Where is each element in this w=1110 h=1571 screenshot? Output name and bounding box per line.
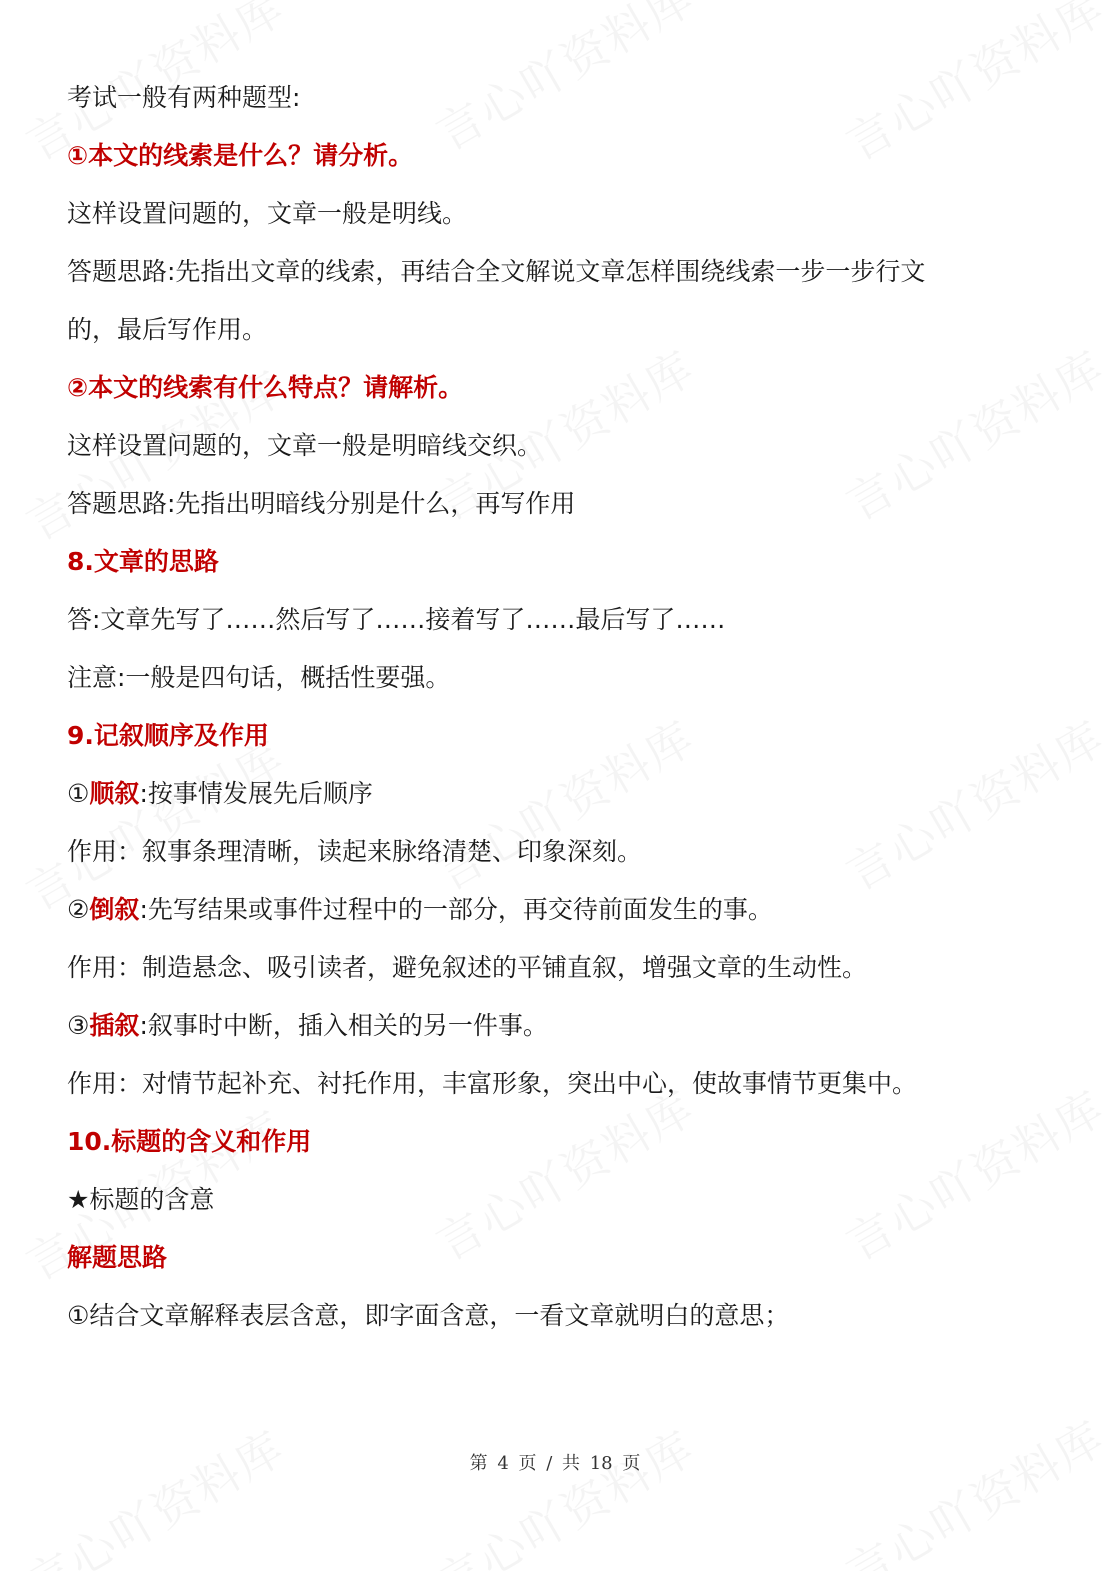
- paragraph: 考试一般有两种题型:: [67, 83, 301, 112]
- term: 插叙: [89, 1011, 140, 1040]
- document-body: [67, 78, 1057, 1354]
- page-number-footer: 第 4 页 / 共 18 页: [469, 1453, 641, 1474]
- question-heading: ②本文的线索有什么特点？请解析。: [67, 373, 464, 402]
- term: 倒叙: [89, 895, 140, 924]
- paragraph: 答:文章先写了……然后写了……接着写了……最后写了……: [67, 605, 726, 634]
- term: 顺叙: [89, 779, 140, 808]
- paragraph: 作用：对情节起补充、衬托作用，丰富形象，突出中心，使故事情节更集中。: [67, 1069, 918, 1098]
- list-marker: ③: [67, 1011, 90, 1040]
- paragraph: 这样设置问题的，文章一般是明暗线交织。: [67, 431, 543, 460]
- definition-line: [67, 1006, 1057, 1064]
- paragraph: 作用：叙事条理清晰，读起来脉络清楚、印象深刻。: [67, 837, 643, 866]
- paragraph: ①结合文章解释表层含意，即字面含意，一看文章就明白的意思；: [67, 1301, 790, 1330]
- list-marker: ②: [67, 895, 90, 924]
- paragraph: 作用：制造悬念、吸引读者，避免叙述的平铺直叙，增强文章的生动性。: [67, 953, 868, 982]
- paragraph: 答题思路:先指出明暗线分别是什么，再写作用: [67, 489, 576, 518]
- watermark: [833, 1402, 1110, 1571]
- question-heading: ①本文的线索是什么？请分析。: [67, 141, 414, 170]
- subheading: 解题思路: [67, 1243, 168, 1272]
- list-marker: ①: [67, 779, 90, 808]
- paragraph: ★标题的含意: [67, 1185, 215, 1214]
- definition-text: :按事情发展先后顺序: [139, 779, 373, 808]
- paragraph: 这样设置问题的，文章一般是明线。: [67, 199, 468, 228]
- section-heading: 8.文章的思路: [67, 547, 219, 576]
- watermark: [13, 1412, 295, 1571]
- definition-line: [67, 890, 1057, 948]
- paragraph: 答题思路:先指出文章的线索，再结合全文解说文章怎样围绕线索一步一步行文: [67, 257, 926, 286]
- paragraph: 的，最后写作用。: [67, 315, 268, 344]
- section-heading: 10.标题的含义和作用: [67, 1127, 312, 1156]
- definition-line: [67, 774, 1057, 832]
- definition-text: :先写结果或事件过程中的一部分，再交待前面发生的事。: [139, 895, 773, 924]
- definition-text: :叙事时中断，插入相关的另一件事。: [139, 1011, 548, 1040]
- watermark: [423, 1412, 705, 1571]
- section-heading: 9.记叙顺序及作用: [67, 721, 269, 750]
- paragraph: 注意:一般是四句话，概括性要强。: [67, 663, 451, 692]
